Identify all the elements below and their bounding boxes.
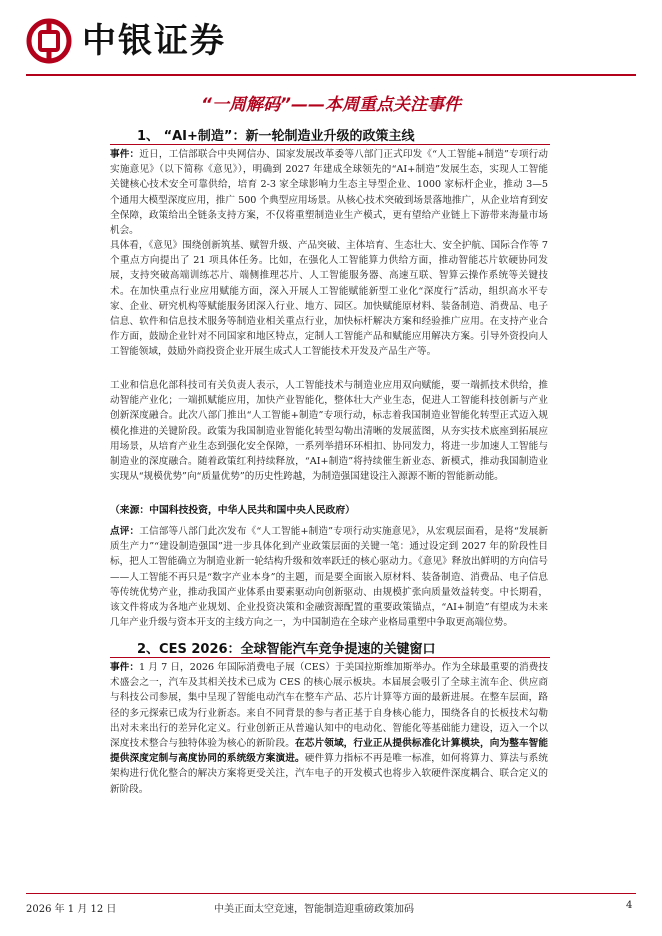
section2-title: 2、CES 2026：全球智能汽车竞争提速的关键窗口 <box>137 642 436 657</box>
footer-date: 2026 年 1 月 12 日 <box>26 904 117 915</box>
header-divider <box>26 74 636 76</box>
comment-label: 点评： <box>110 526 140 537</box>
footer-divider <box>26 893 636 894</box>
event-text-a: 1 月 7 日，2026 年国际消费电子展（CES）于美国拉斯维加斯举办。作为全球最重要的消费技术盛会之一，汽车及其相关技术已成为 CES 的核心展示板块。本届展会吸引了全球主流车企、供应商与科技公司参展，集中呈现了智能电动汽车在整车产品、芯片计算等方面的最新进展。在整车层面，路径的多元探索已成为行业新态。来自不同背景的参与者正基于自身核心能力，围绕各自的长板技术勾勒出对未来出行的差异化定义。行业创新正从普遍认知中的电动化、智能化等基础能力建设，迈入一个以深度技术整合与独特体验为核心的新阶段。 <box>110 662 548 750</box>
page-number: 4 <box>626 900 633 911</box>
section1-body-paragraph-2: 工业和信息化部科技司有关负责人表示，人工智能技术与制造业应用双向赋能，要一端抓技术供给，推动智能产业化；一端抓赋能应用，加快产业智能化，整体壮大产业生态，促进人工智能科技创新与产业创新深度融合。此次八部门推出“人工智能+制造”专项行动，标志着我国制造业智能化转型正式迈入规模化推进的关键阶段。政策为我国制造业智能化转型勾勒出清晰的发展蓝图，从夯实技术底座到拓展应用场景，从培育产业生态到强化安全保障，一系列举措环环相扣、协同发力，将进一步加速人工智能与制造业的深度融合。随着政策红利持续释放，“AI+制造”将持续催生新业态、新模式，推动我国制造业实现从“规模优势”向“质量优势”的历史性跨越，为制造强国建设注入源源不断的智能新动能。 <box>110 380 548 483</box>
section1-comment-paragraph <box>110 524 548 630</box>
report-header <box>26 14 636 78</box>
event-bold-text: 在芯片领域，行业正从提供标准化计算模块，向为整车智能提供深度定制与高度协同的系统级方案演进。 <box>110 738 549 765</box>
section1-source: （来源：中国科技投资，中华人民共和国中央人民政府） <box>110 505 355 516</box>
section-banner: “一周解码”——本周重点关注事件 <box>201 95 461 115</box>
section1-event-paragraph <box>110 147 548 238</box>
comment-text: 工信部等八部门此次发布《“人工智能+制造”专项行动实施意见》，从宏观层面看，是将“发展新质生产力”“建设制造强国”进一步具体化到产业政策层面的关键一笔：通过设定到 2027 年的阶段性目标，把人工智能确立为制造业新一轮结构升级和效率跃迁的核心驱动力。《意见》释放出鲜明的方向信号——人工智能不再只是“数字产业本身”的主题，而是要全面嵌入原材料、装备制造、消费品、电子信息等传统优势产业，推动我国产业体系由要素驱动向创新驱动、由规模扩张向质量效益转变。中长期看，该文件将成为各地产业规划、企业投资决策和金融资源配置的重要政策锚点，“AI+制造”有望成为未来几年产业升级与资本开支的主线方向之一，为中国制造在全球产业格局重塑中争取更高端位势。 <box>110 526 549 629</box>
event-text-b: 硬件算力指标不再是唯一标准，如何将算力、算法与系统架构进行优化整合的解决方案将更受关注，汽车电子的开发模式也将步入软硬件深度耦合、联合定义的新阶段。 <box>110 753 549 795</box>
boc-logo-icon <box>26 18 72 64</box>
event-text: 近日，工信部联合中央网信办、国家发展改革委等八部门正式印发《“人工智能+制造”专项行动实施意见》（以下简称《意见》），明确到 2027 年建成全球领先的“AI+制造”发展生态，实现人工智能关键核心技术安全可靠供给，培育 2-3 家全球影响力生态主导型企业、1000 家标杆企业，推动 3—5 个通用大模型深度应用，推广 500 个典型应用场景。从核心技术突破到场景落地推广，从企业培育到安全保障，政策给出全链条支持方案，不仅将重塑制造业生产模式，更有望给产业链上下游带来海量市场机会。 <box>110 149 548 237</box>
event-label-2: 事件： <box>110 662 140 673</box>
section2-event-paragraph <box>110 660 548 797</box>
brand-name: 中银证券 <box>82 21 226 61</box>
section1-divider <box>110 144 550 145</box>
event-label: 事件： <box>110 149 140 160</box>
section1-body-paragraph-1: 具体看，《意见》围绕创新筑基、赋智升级、产品突破、主体培育、生态壮大、安全护航、国际合作等 7 个重点方向提出了 21 项具体任务。比如，在强化人工智能算力供给方面，推动智能芯片软硬协同发展，支持突破高端训练芯片、端侧推理芯片、人工智能服务器、高速互联、智算云操作系统等关键技术。在加快重点行业应用赋能方面，深入开展人工智能赋能新型工业化“深度行”活动，组织高水平专家、企业、研究机构等赋能服务团深入行业、地方、园区。加快赋能原材料、装备制造、消费品、电子信息、软件和信息技术服务等制造业相关重点行业，加快标杆解决方案和经验推广应用。在支持产业合作方面，鼓励企业针对不同国家和地区特点，定制人工智能产品和赋能应用解决方案。引导外资投向人工智能领域，鼓励外商投资企业开展生成式人工智能技术开发及产品生产等。 <box>110 240 548 358</box>
footer-title: 中美正面太空竞速，智能制造迎重磅政策加码 <box>214 904 414 915</box>
section2-divider <box>110 657 550 658</box>
section1-title: 1、 “AI+制造”：新一轮制造业升级的政策主线 <box>137 129 415 144</box>
